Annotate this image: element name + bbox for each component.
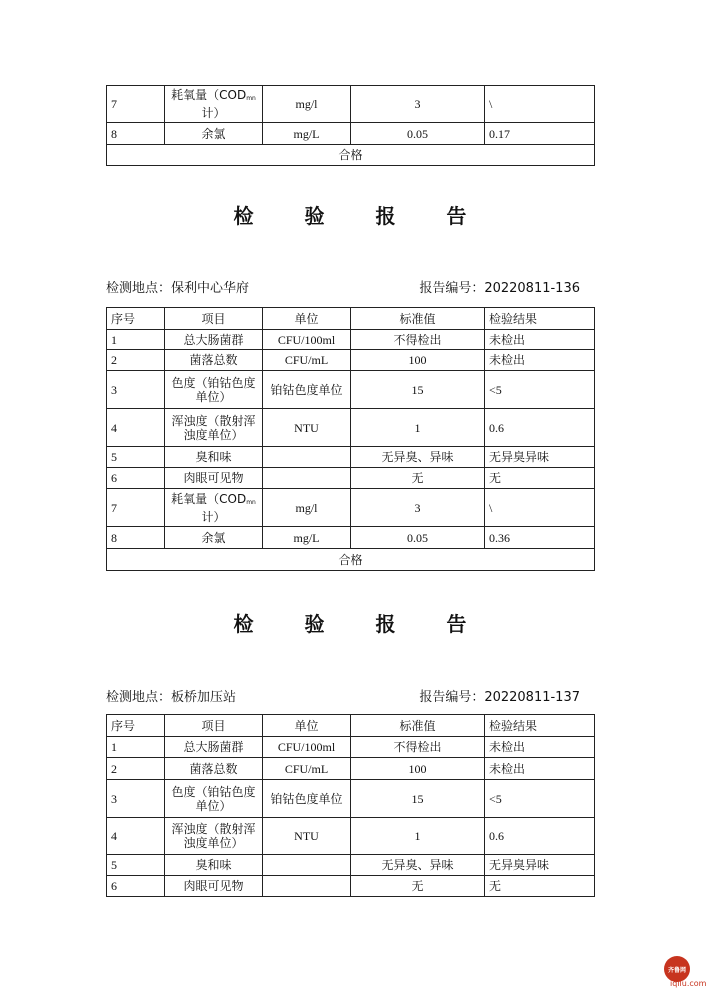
report-number: 报告编号：20220811-137 [419,690,580,705]
table-row [107,876,595,897]
header-result: 检验结果 [485,715,595,737]
cell-result: 0.36 [485,527,595,549]
table-row [107,737,595,758]
watermark-logo-icon: 齐鲁网 [664,956,690,982]
cell-standard: 不得检出 [351,737,485,758]
cell-no: 1 [107,737,165,758]
cell-standard: 无异臭、异味 [351,447,485,468]
cell-unit: 铂钴色度单位 [263,780,351,818]
conclusion-cell: 合格 [107,549,595,571]
cell-item: 菌落总数 [165,350,263,371]
cell-result: 未检出 [485,330,595,350]
cell-no: 5 [107,855,165,876]
table-row [107,86,595,123]
cell-item: 肉眼可见物 [165,876,263,897]
cell-no: 8 [107,527,165,549]
cell-item: 浑浊度（散射浑浊度单位） [165,818,263,855]
cell-result: 未检出 [485,758,595,780]
cell-standard: 3 [351,86,485,123]
conclusion-row [107,549,595,571]
cell-no: 8 [107,123,165,145]
cell-no: 6 [107,876,165,897]
table-row [107,527,595,549]
conclusion-cell: 合格 [107,145,595,166]
cell-standard: 0.05 [351,123,485,145]
cell-unit: NTU [263,818,351,855]
cell-no: 7 [107,489,165,527]
cell-item: 臭和味 [165,855,263,876]
cell-no: 1 [107,330,165,350]
cell-unit [263,447,351,468]
conclusion-row [107,145,595,166]
cell-no: 6 [107,468,165,489]
table-row [107,468,595,489]
cell-result: 无 [485,876,595,897]
header-standard: 标准值 [351,308,485,330]
report-title: 检 验 报 告 [233,204,489,228]
cell-unit: mg/l [263,489,351,527]
cell-item: 耗氧量（$COD_{mn}$计） [165,489,263,527]
cell-result: 未检出 [485,737,595,758]
cell-unit [263,468,351,489]
report-meta [106,277,580,296]
cell-standard: 1 [351,409,485,447]
cell-no: 2 [107,758,165,780]
cell-standard: 100 [351,758,485,780]
table-row [107,758,595,780]
cell-unit: NTU [263,409,351,447]
cell-item: 余氯 [165,123,263,145]
cell-unit: CFU/mL [263,350,351,371]
cell-item: 浑浊度（散射浑浊度单位） [165,409,263,447]
table-row [107,371,595,409]
cell-result: 无 [485,468,595,489]
cell-unit [263,855,351,876]
cell-item: 色度（铂钴色度单位） [165,371,263,409]
report-meta [106,686,580,705]
cell-standard: 0.05 [351,527,485,549]
test-location: 检测地点：板桥加压站 [106,690,237,705]
cell-item: 总大肠菌群 [165,737,263,758]
header-row [107,308,595,330]
cell-standard: 无 [351,876,485,897]
cell-result: \ [485,489,595,527]
cell-no: 2 [107,350,165,371]
cell-unit: mg/L [263,123,351,145]
header-unit: 单位 [263,308,351,330]
table-row [107,330,595,350]
table-row [107,489,595,527]
report-title: 检 验 报 告 [233,612,489,636]
cell-unit: CFU/mL [263,758,351,780]
report-table [106,307,595,571]
cell-standard: 不得检出 [351,330,485,350]
cell-item: 余氯 [165,527,263,549]
cell-result: 0.6 [485,818,595,855]
test-location: 检测地点：保利中心华府 [106,281,250,296]
header-no: 序号 [107,715,165,737]
fragment-table [106,85,595,166]
cell-no: 4 [107,409,165,447]
table-row [107,780,595,818]
header-unit: 单位 [263,715,351,737]
cell-result: \ [485,86,595,123]
cell-standard: 100 [351,350,485,371]
cell-result: 无异臭异味 [485,447,595,468]
cell-item: 色度（铂钴色度单位） [165,780,263,818]
cell-standard: 无 [351,468,485,489]
cell-result: <5 [485,780,595,818]
cell-item: 耗氧量（$COD_{mn}$计） [165,86,263,123]
table-row [107,818,595,855]
cell-no: 4 [107,818,165,855]
cell-no: 3 [107,780,165,818]
cell-result: <5 [485,371,595,409]
report-number: 报告编号：20220811-136 [419,281,580,296]
cell-item: 肉眼可见物 [165,468,263,489]
header-item: 项目 [165,715,263,737]
header-item: 项目 [165,308,263,330]
cell-standard: 3 [351,489,485,527]
header-no: 序号 [107,308,165,330]
cell-unit [263,876,351,897]
report-table [106,714,595,897]
table-row [107,350,595,371]
cell-result: 无异臭异味 [485,855,595,876]
header-result: 检验结果 [485,308,595,330]
header-standard: 标准值 [351,715,485,737]
cell-standard: 1 [351,818,485,855]
cell-unit: CFU/100ml [263,330,351,350]
cell-standard: 15 [351,371,485,409]
cell-result: 0.17 [485,123,595,145]
cell-no: 3 [107,371,165,409]
cell-no: 7 [107,86,165,123]
watermark-site: iqilu.com [670,979,706,988]
cell-unit: 铂钴色度单位 [263,371,351,409]
cell-unit: mg/l [263,86,351,123]
cell-unit: CFU/100ml [263,737,351,758]
cell-result: 0.6 [485,409,595,447]
cell-item: 菌落总数 [165,758,263,780]
cell-no: 5 [107,447,165,468]
cell-standard: 15 [351,780,485,818]
table-row [107,409,595,447]
table-row [107,123,595,145]
cell-standard: 无异臭、异味 [351,855,485,876]
cell-unit: mg/L [263,527,351,549]
cell-item: 臭和味 [165,447,263,468]
cell-item: 总大肠菌群 [165,330,263,350]
table-row [107,855,595,876]
cell-result: 未检出 [485,350,595,371]
table-row [107,447,595,468]
header-row [107,715,595,737]
